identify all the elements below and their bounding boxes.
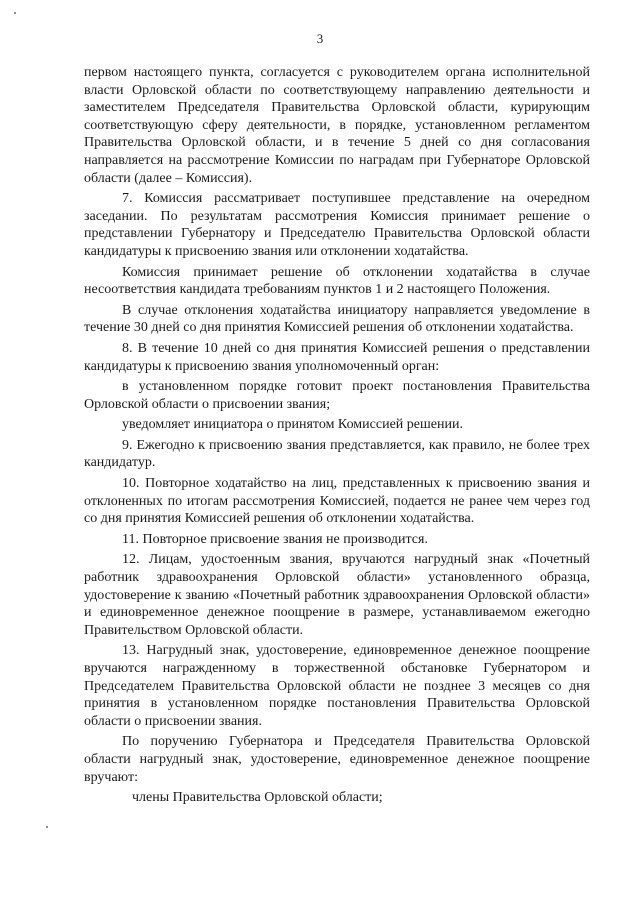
page-number: 3	[316, 31, 324, 46]
document-body	[84, 64, 590, 807]
paragraph-item-8: 8. В течение 10 дней со дня принятия Комиссией решения о представлении кандидатуры к присвоению звания уполномоченный орган:	[84, 340, 590, 374]
paragraph-item-13: 13. Нагрудный знак, удостоверение, единовременное денежное поощрение вручаются награжденному в торжественной обстановке Губернатором и Председателем Правительства Орловской области не позднее 3 месяцев со дня принятия в установленном порядке постановления Правительства Орловской области о присвоении звания.	[84, 643, 590, 729]
paragraph-item-8-draft: в установленном порядке готовит проект постановления Правительства Орловской области о присвоении звания;	[84, 379, 590, 412]
paragraph-continuation: первом настоящего пункта, согласуется с руководителем органа исполнительной власти Орловской области по соответствующему направлению деятельности и заместителем Председателя Правительства Орловской области, курирующим соответствующую сферу деятельности, в порядке, установленном регламентом Правительства Орловской области, и в течение 5 дней со дня согласования направляется на рассмотрение Комиссии по наградам при Губернаторе Орловской области (далее – Комиссия).	[84, 65, 590, 186]
scan-speck	[46, 826, 48, 828]
paragraph-rejection-notice: В случае отклонения ходатайства инициатору направляется уведомление в течение 30 дней со дня принятия Комиссией решения об отклонении ходатайства.	[84, 302, 590, 336]
paragraph-item-9: 9. Ежегодно к присвоению звания представляется, как правило, не более трех кандидатур.	[84, 437, 590, 471]
paragraph-item-10: 10. Повторное ходатайство на лиц, представленных к присвоению звания и отклоненных по итогам рассмотрения Комиссией, подается не ранее чем через год со дня принятия Комиссией решения об отклонении ходатайства.	[84, 476, 590, 527]
paragraph-government-members: члены Правительства Орловской области;	[132, 790, 383, 806]
paragraph-item-11: 11. Повторное присвоение звания не производится.	[122, 531, 428, 547]
paragraph-item-8-notify: уведомляет инициатора о принятом Комиссией решении.	[122, 417, 463, 433]
paragraph-item-7: 7. Комиссия рассматривает поступившее представление на очередном заседании. По результатам рассмотрения Комиссия принимает решение о представлении Губернатору и Председателю Правительства Орловской области кандидатуры к присвоению звания или отклонении ходатайства.	[84, 191, 590, 259]
paragraph-rejection-criteria: Комиссия принимает решение об отклонении ходатайства в случае несоответствия кандидата требованиям пунктов 1 и 2 настоящего Положения.	[84, 264, 590, 298]
paragraph-delegation: По поручению Губернатора и Председателя Правительства Орловской области нагрудный знак, удостоверение, единовременное денежное поощрение вручают:	[84, 734, 590, 785]
paragraph-item-12: 12. Лицам, удостоенным звания, вручаются нагрудный знак «Почетный работник здравоохранения Орловской области» установленного образца, удостоверение к званию «Почетный работник здравоохранения Орловской области» и единовременное денежное поощрение в размере, устанавливаемом ежегодно Правительством Орловской области.	[84, 552, 590, 638]
scan-speck	[14, 12, 16, 14]
